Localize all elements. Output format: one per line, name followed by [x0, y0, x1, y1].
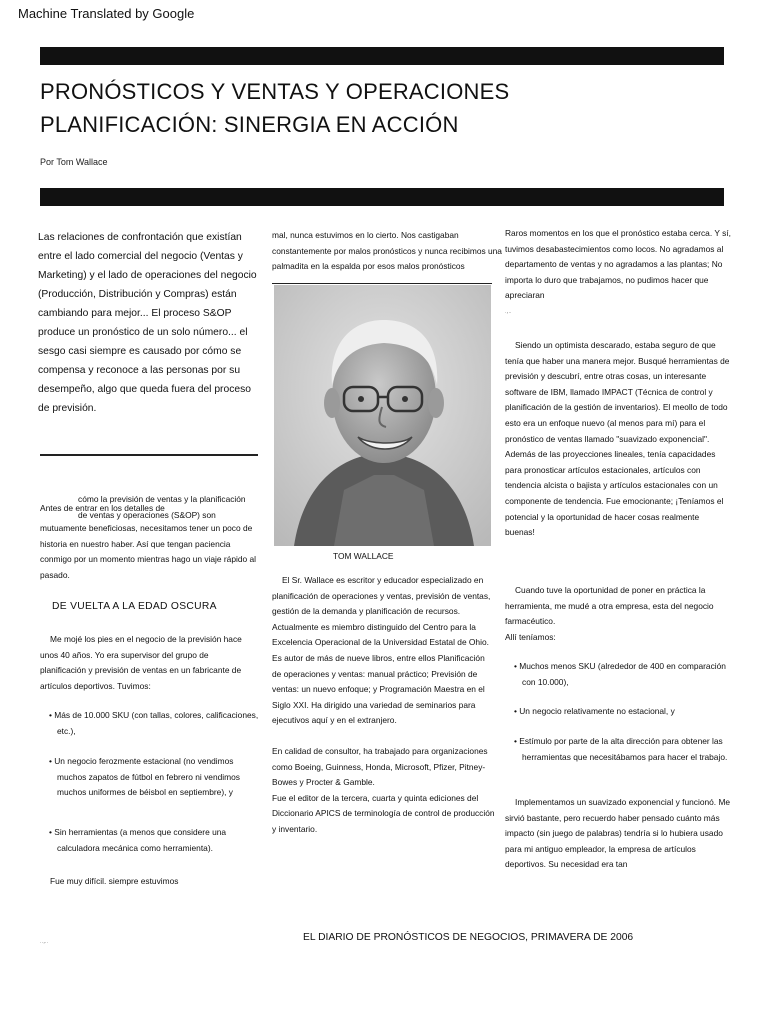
machine-translated-label: Machine Translated by Google [18, 6, 195, 21]
bullet-text: • Estímulo por parte de la alta dirección para obtener las herramientas que necesitábamos para hacer el trabajo. [514, 736, 728, 762]
section-heading: DE VUELTA A LA EDAD OSCURA [52, 601, 217, 612]
lead-paragraph: Las relaciones de confrontación que existían entre el lado comercial del negocio (Ventas y Marketing) y el lado de operaciones del negocio (Producción, Distribución y Compras) están cambiando para mejor... El proceso S&OP produce un pronóstico de un solo número... el sesgo casi siempre es causado por cómo se compensa y reconoce a las personas por su desempeño, algo que queda fuera del proceso de previsión. [38, 232, 257, 414]
paragraph-text: Fue muy difícil. siempre estuvimos [50, 876, 179, 886]
col3-tiny-mark: ˌ¸ˌˌ [505, 308, 512, 314]
col3-top-paragraph: Raros momentos en los que el pronóstico estaba cerca. Y sí, tuvimos desabastecimientos como locos. No agradamos al departamento de ventas y no agradamos a las plantas; No importa lo duro que trabajamos, no pudimos hacer que apreciaran [505, 228, 731, 301]
journal-footer: EL DIARIO DE PRONÓSTICOS DE NEGOCIOS, PRIMAVERA DE 2006 [303, 932, 634, 943]
col1-paragraph-2 [40, 874, 262, 890]
byline: Por Tom Wallace [40, 157, 108, 167]
lead-divider [40, 454, 258, 456]
paragraph-text: Implementamos un suavizado exponencial y funcionó. Me sirvió bastante, pero recuerdo haber pensado cuánto más impacto (sin juego de palabras) tendría si lo hubiera usado para mi antiguo empleador, la empresa de artículos deportivos. Su necesidad era tan [505, 797, 731, 870]
overlap-text-b: Antes de entrar en los detalles de [40, 503, 165, 513]
col3-paragraph-3 [505, 795, 731, 873]
paragraph-text: Siendo un optimista descarado, estaba seguro de que tenía que haber una manera mejor. Busqué herramientas de previsión y descubrí, entre otras cosas, un interesante software de IBM, llamado IMPACT (Técnica de control y planificación de la gestión de inventarios). El meollo de todo esto era un enfoque nuevo (al menos para mí) para el pronóstico de ventas llamado "suavizado exponencial". Además de las proyecciones lineales, tenía capacidades para pronosticar artículos estacionales, artículos con tendencia alcista o bajista y artículos estacionales con un componente de tendencia. Fue emocionante; ¡Teníamos el potencial y la oportunidad de hacer cosas realmente buenas! [505, 340, 730, 538]
bio-paragraph-2: Actualmente es miembro distinguido del Centro para la Excelencia Operacional de la Universidad Estatal de Ohio. Es autor de más de nueve libros, entre ellos Planificación de operaciones y ventas: manual práctico; Previsión de ventas: un nuevo enfoque; y Programación Maestra en el Siglo XXI. Ha dirigido una variedad de seminarios para ejecutivos aquí y en el extranjero. [272, 621, 489, 726]
author-bio [272, 573, 496, 838]
col2-top-paragraph: mal, nunca estuvimos en lo cierto. Nos castigaban constantemente por malos pronósticos y nunca recibimos una palmadita en la espalda por esos malos pronósticos [272, 230, 502, 272]
overlap-text-a: cómo la previsión de ventas y la planificación [78, 494, 246, 504]
col1-bullet-1 [40, 708, 262, 739]
bio-paragraph-3: En calidad de consultor, ha trabajado para organizaciones como Boeing, Guinness, Honda, Microsoft, Pfizer, Pitney-Bowes y Procter & Gamble. [272, 745, 488, 788]
title-line-1: PRONÓSTICOS Y VENTAS Y OPERACIONES [40, 79, 510, 104]
intro-paragraph: mutuamente beneficiosas, necesitamos tener un poco de historia en nuestro haber. Así que tengan paciencia conmigo por un momento mientras hago un viaje rápido al pasado. [40, 523, 257, 580]
section-bar [40, 188, 724, 206]
bullet-text: • Un negocio relativamente no estacional, y [514, 706, 675, 716]
author-photo [274, 285, 491, 546]
col3-bullet-3 [505, 734, 731, 765]
col3-bullet-1 [505, 659, 731, 690]
paragraph-text: Cuando tuve la oportunidad de poner en práctica la herramienta, me mudé a otra empresa, esta del negocio farmacéutico. [505, 585, 714, 627]
bio-paragraph-4: Fue el editor de la tercera, cuarta y quinta ediciones del Diccionario APICS de terminología de control de producción y inventario. [272, 792, 495, 834]
bullet-text: • Sin herramientas (a menos que considere una calculadora mecánica como herramienta). [49, 827, 227, 853]
overlap-text-c: de ventas y operaciones (S&OP) son [78, 510, 216, 520]
col3-paragraph-2 [505, 583, 731, 645]
col1-bullet-2 [40, 754, 262, 801]
top-bar [40, 47, 724, 65]
paragraph-text: Allí teníamos: [505, 631, 556, 642]
col1-paragraph-1: Me mojé los pies en el negocio de la previsión hace unos 40 años. Yo era supervisor del grupo de planificación y previsión de ventas en un fabricante de artículos deportivos. Tuvimos: [40, 634, 242, 691]
author-portrait [274, 285, 491, 546]
col3-paragraph-1 [505, 338, 731, 541]
col3-bullet-2 [505, 704, 731, 720]
bullet-text: • Más de 10.000 SKU (con tallas, colores, calificaciones, etc.), [49, 710, 259, 736]
title-line-2: PLANIFICACIÓN: SINERGIA EN ACCIÓN [40, 112, 459, 137]
photo-caption: TOM WALLACE [333, 551, 394, 561]
col1-bullet-3 [40, 825, 262, 856]
col1-body [40, 632, 256, 694]
footer-mark: ˌˌ¸ˌˌ [40, 938, 49, 944]
bio-paragraph-1: El Sr. Wallace es escritor y educador especializado en planificación de operaciones y ventas, previsión de ventas, gestión de la demanda y planificación de recursos. [272, 575, 491, 617]
bullet-text: • Un negocio ferozmente estacional (no vendimos muchos zapatos de fútbol en febrero ni vendimos muchos uniformes de béisbol en septiembre), y [49, 756, 240, 798]
photo-top-rule [272, 283, 492, 284]
bullet-text: • Muchos menos SKU (alrededor de 400 en comparación con 10.000), [514, 661, 726, 687]
article-title [40, 75, 720, 141]
